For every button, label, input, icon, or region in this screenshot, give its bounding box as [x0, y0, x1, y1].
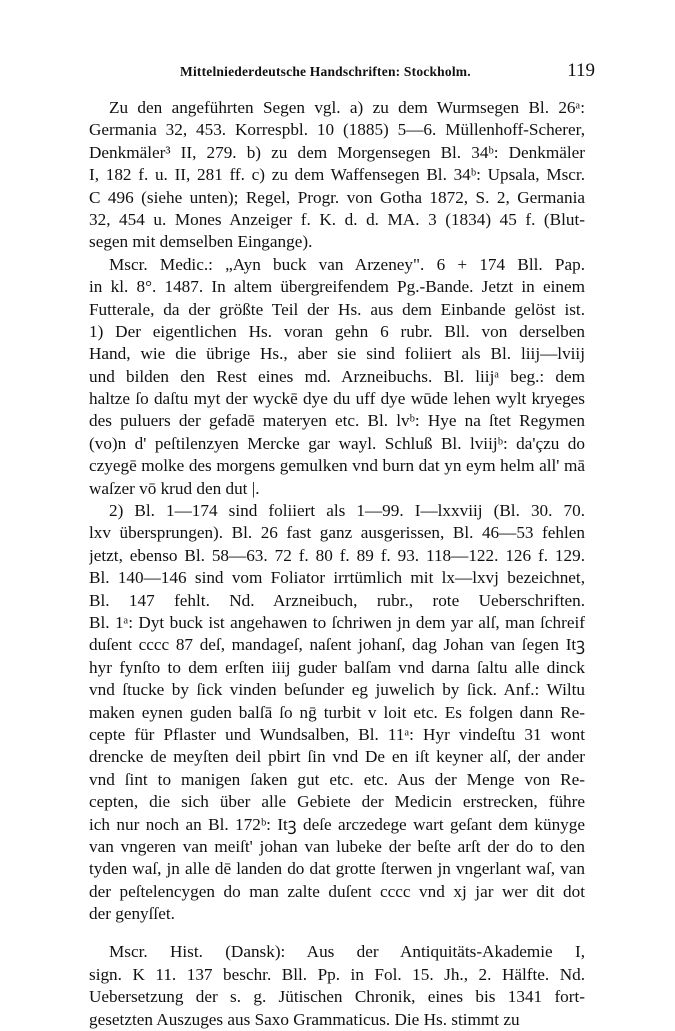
text-line: lxv übersprungen). Bl. 26 fast ganz ausgerissen, Bl. 46—53 fehlen: [89, 523, 585, 543]
text-line: C 496 (siehe unten); Regel, Progr. von Gotha 1872, S. 2, Germania: [89, 187, 585, 207]
page-number: 119: [567, 60, 595, 81]
text-line: cepten, die sich über alle Gebiete der Medicin erstrecken, führe: [89, 792, 585, 812]
text-line: I, 182 f. u. II, 281 ff. c) zu dem Waffensegen Bl. 34ᵇ: Upsala, Mscr.: [89, 165, 585, 185]
text-line: hyr fynſto to dem erſten iiij guder balſam vnd darna ſaltu alle dinck: [89, 657, 585, 677]
text-line: des puluers der gefadē materyen etc. Bl. lvᵇ: Hye na ſtet Regymen: [89, 411, 585, 431]
text-line: Zu den angeführten Segen vgl. a) zu dem Wurmsegen Bl. 26ᵃ:: [109, 98, 585, 117]
paragraph: [89, 97, 585, 254]
text-line: Bl. 140—146 sind vom Foliator irrtümlich mit lx—lxvj bezeichnet,: [89, 568, 585, 588]
text-line: vnd ſint to manigen ſaken gut etc. etc. Aus der Menge von Re-: [89, 769, 585, 789]
text-line: tyden waſ, jn alle dē landen do dat grotte ſterwen jn vngerlant waſ, van: [89, 859, 585, 879]
text-line: Bl. 147 fehlt. Nd. Arzneibuch, rubr., rote Ueberschriften.: [89, 590, 585, 610]
text-line: der peſtelencygen do man zalte duſent cccc vnd xj jar wer dit dot: [89, 881, 585, 901]
text-line: gesetzten Auszuges aus Saxo Grammaticus. Die Hs. stimmt zu: [89, 1009, 520, 1029]
running-head: Mittelniederdeutsche Handschriften: Stockholm.: [180, 64, 471, 79]
text-line: van vngeren van meiſt' johan van lubeke der beſte arſt der do to den: [89, 836, 585, 856]
text-line: maken eynen guden balſā ſo nḡ turbit v loit etc. Es folgen dann Re-: [89, 702, 585, 722]
text-line: und bilden den Rest eines md. Arzneibuchs. Bl. liijᵃ beg.: dem: [89, 366, 585, 386]
text-line: (vo)n d' peſtilenzyen Mercke gar wayl. Schluß Bl. lviijᵇ: da'çzu do: [89, 433, 585, 453]
text-line: segen mit demselben Eingange).: [89, 232, 313, 252]
text-line: 32, 454 u. Mones Anzeiger f. K. d. d. MA. 3 (1834) 45 f. (Blut-: [89, 209, 585, 229]
text-line: sign. K 11. 137 beschr. Bll. Pp. in Fol. 15. Jh., 2. Hälfte. Nd.: [89, 964, 585, 984]
section-gap: [89, 925, 585, 941]
text-line: 2) Bl. 1—174 sind foliiert als 1—99. I—lxxviij (Bl. 30. 70.: [109, 501, 585, 521]
body-text: [89, 97, 585, 1031]
text-line: 1) Der eigentlichen Hs. voran gehn 6 rubr. Bll. von derselben: [89, 321, 585, 341]
text-line: drencke de meyſten deil pbirt ſin vnd De en iſt keyner alſ, der ander: [89, 747, 585, 767]
text-line: Bl. 1ᵃ: Dyt buck ist angehawen to ſchriwen jn dem yar alſ, man ſchreif: [89, 612, 585, 632]
text-line: Hand, wie die übrige Hs., aber sie sind foliiert als Bl. liij—lviij: [89, 344, 585, 364]
text-line: ich nur noch an Bl. 172ᵇ: Itꝫ deſe arczedege wart geſant dem künyge: [89, 814, 585, 834]
text-line: Mscr. Hist. (Dansk): Aus der Antiquitäts-Akademie I,: [109, 942, 585, 962]
text-line: Uebersetzung der s. g. Jütischen Chronik, eines bis 1341 fort-: [89, 987, 585, 1007]
text-line: haltze ſo daſtu myt der wyckē dye du uff dye wūde lehen wylt kryeges: [89, 389, 585, 409]
text-line: Futterale, da der größte Teil der Hs. aus dem Einbande gelöst ist.: [89, 299, 585, 319]
text-line: Mscr. Medic.: „Ayn buck van Arzeney". 6 + 174 Bll. Pap.: [109, 254, 585, 274]
page-header: [90, 60, 595, 84]
text-line: czyegē molke des morgens gemulken vnd burn dat yn eym helm all' mā: [89, 456, 585, 476]
paragraph: [89, 254, 585, 500]
text-line: der genyſſet.: [89, 904, 175, 924]
text-line: in kl. 8°. 1487. In altem übergreifendem Pg.-Bande. Jetzt in einem: [89, 277, 585, 297]
text-line: vnd ſtucke by ſick vinden beſunder eg juwelich by ſick. Anf.: Wiltu: [89, 680, 585, 700]
paragraph: [89, 500, 585, 925]
text-line: duſent cccc 87 deſ, mandageſ, naſent johanſ, dag Johan van ſegen Itꝫ: [89, 635, 585, 655]
text-line: jetzt, ebenso Bl. 58—63. 72 f. 80 f. 89 f. 93. 118—122. 126 f. 129.: [89, 545, 585, 565]
text-line: Germania 32, 453. Korrespbl. 10 (1885) 5—6. Müllenhoff-Scherer,: [89, 120, 585, 140]
text-line: waſzer vō krud den dut |.: [89, 478, 260, 498]
text-line: cepte für Pflaster und Wundsalben, Bl. 11ᵃ: Hyr vindeſtu 31 wont: [89, 724, 585, 744]
text-line: Denkmäler³ II, 279. b) zu dem Morgensegen Bl. 34ᵇ: Denkmäler: [89, 142, 585, 162]
